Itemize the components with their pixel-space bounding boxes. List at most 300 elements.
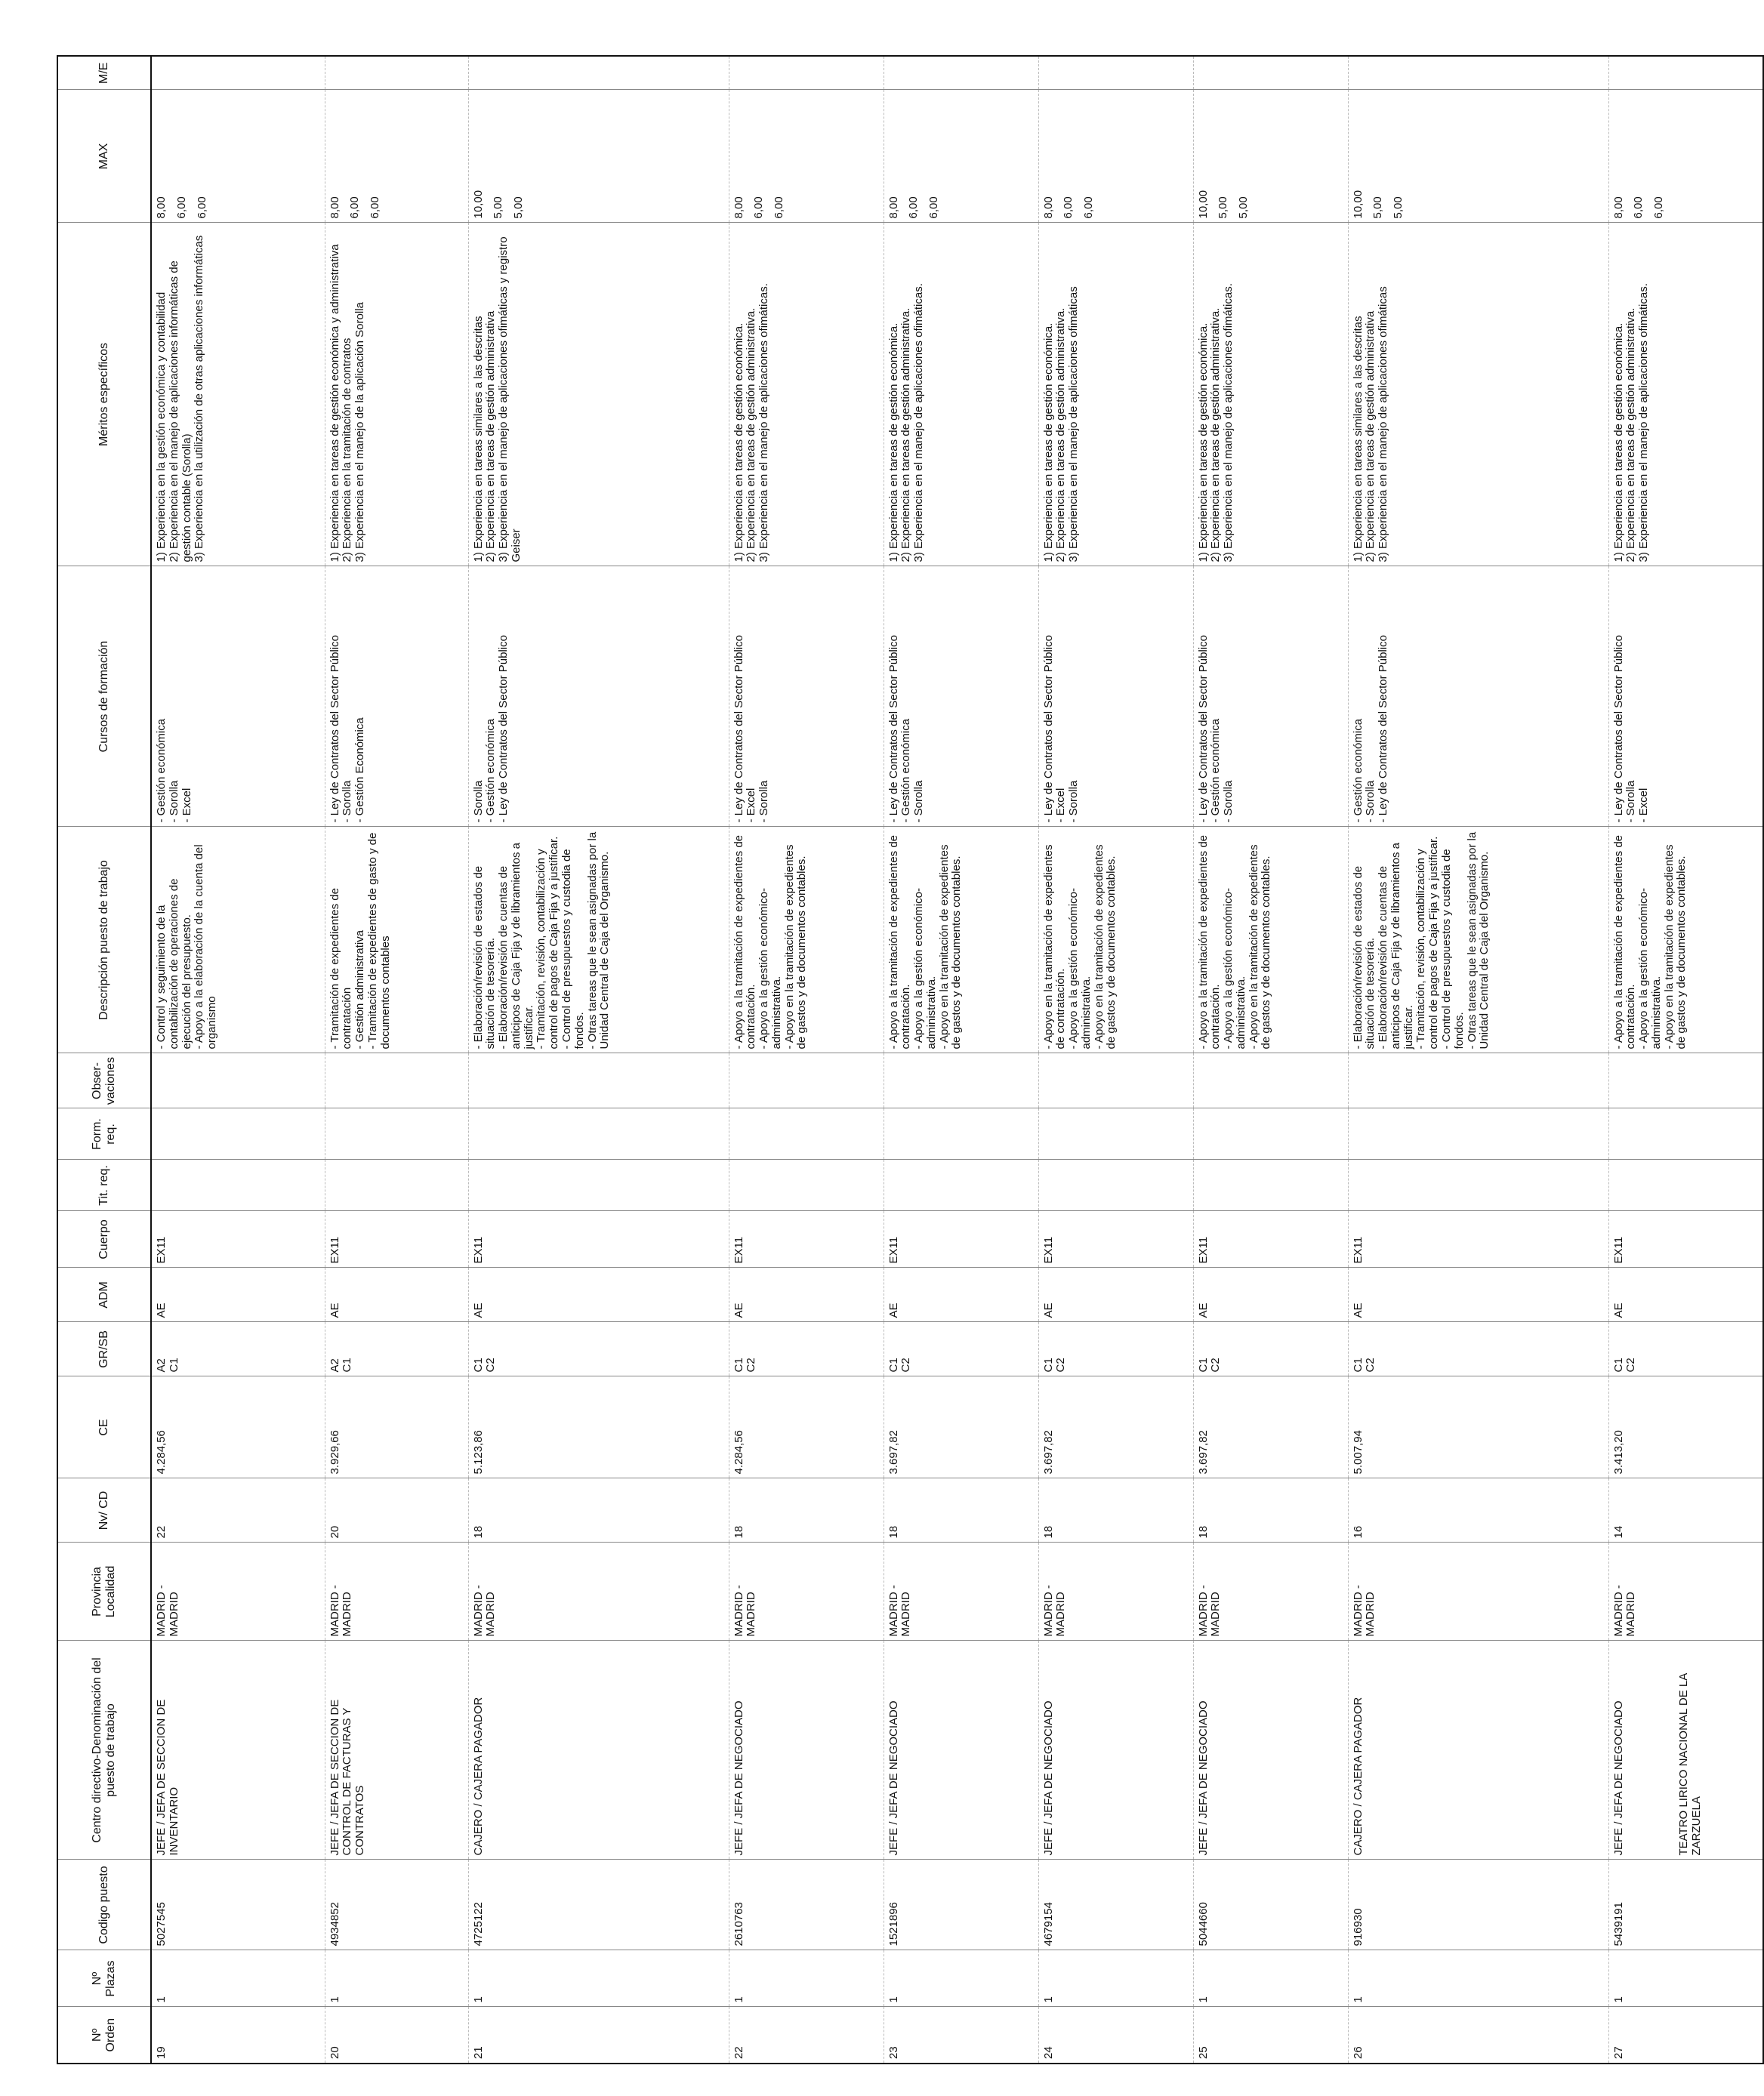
cell-cursos (1608, 566, 1763, 827)
cell-me (151, 56, 325, 90)
header-cuerpo: Cuerpo (57, 1211, 151, 1268)
cell-meritos-line: 2) Experiencia en tareas de gestión administrativa. (1209, 307, 1223, 563)
cell-descripcion-line: - Elaboración/revisión de estados de situación de tesorería. (1351, 865, 1377, 1050)
cell-codigo: 5439191 (1608, 1860, 1763, 1950)
cell-meritos-line: 3) Experiencia en el manejo de aplicaciones ofimáticas. (757, 283, 771, 563)
cell-grupo-line: C2 (745, 1358, 758, 1373)
cell-descripcion-line: - Elaboración/revisión de estados de situación de tesorería. (471, 865, 498, 1050)
cell-meritos-line: 1) Experiencia en tareas de gestión económica. (732, 322, 745, 563)
cell-descripcion (1038, 827, 1193, 1053)
cell-descripcion (884, 827, 1038, 1053)
cell-orden: 25 (1193, 2007, 1348, 2064)
cell-nivel: 18 (1038, 1478, 1193, 1543)
cell-provincia: MADRID - MADRID (1038, 1543, 1193, 1641)
cell-descripcion-line: - Apoyo a la gestión económico-administrativa. (1637, 888, 1663, 1050)
cell-titulacion (1193, 1160, 1348, 1211)
cell-titulacion (151, 1160, 325, 1211)
cell-nivel: 18 (468, 1478, 729, 1543)
cell-titulacion (729, 1160, 884, 1211)
cell-descripcion (468, 827, 729, 1053)
cell-adm: AE (729, 1268, 884, 1322)
cell-codigo: 2610763 (729, 1860, 884, 1950)
cell-cursos-line: - Ley de Contratos del Sector Público (1611, 635, 1625, 823)
cell-meritos-line: 3) Experiencia en el manejo de aplicaciones ofimáticas. (1637, 283, 1651, 563)
cell-cursos-line: - Sorolla (1067, 780, 1081, 823)
table-row (468, 56, 729, 2064)
cell-orden: 27 (1608, 2007, 1763, 2064)
cell-titulacion (1038, 1160, 1193, 1211)
header-adm: ADM (57, 1268, 151, 1322)
cell-cursos (151, 566, 325, 827)
cell-orden: 24 (1038, 2007, 1193, 2064)
cell-plazas: 1 (729, 1950, 884, 2007)
table-row (1193, 56, 1348, 2064)
cell-adm: AE (1193, 1268, 1348, 1322)
table-row (884, 56, 1038, 2064)
cell-plazas: 1 (468, 1950, 729, 2007)
cell-descripcion (729, 827, 884, 1053)
denominacion-text: JEFE / JEFA DE NEGOCIADO (887, 1700, 900, 1856)
denominacion-text: JEFE / JEFA DE NEGOCIADO (1196, 1700, 1210, 1856)
cell-meritos-line: 3) Experiencia en el manejo de la aplicación Sorolla (353, 302, 367, 563)
cell-denominacion (1608, 1641, 1763, 1860)
table-row (729, 56, 884, 2064)
cell-cursos-line: - Excel (180, 788, 193, 823)
cell-descripcion-line: - Apoyo en la tramitación de expedientes de gastos y de documentos contables. (1092, 844, 1118, 1050)
cell-observaciones (884, 1053, 1038, 1108)
cell-orden: 23 (884, 2007, 1038, 2064)
cell-meritos-line: 1) Experiencia en tareas similares a las descritas (1351, 316, 1365, 563)
cell-max (1038, 90, 1193, 223)
cell-meritos (1348, 223, 1608, 566)
cell-max-line: 10,00 (1196, 190, 1210, 219)
cell-max-line: 6,00 (752, 196, 766, 219)
cell-max-line: 10,00 (471, 190, 485, 219)
cell-grupo-line: C2 (1624, 1358, 1638, 1373)
table-row (1038, 56, 1193, 2064)
cell-meritos-line: 1) Experiencia en tareas de gestión económica. (1041, 322, 1055, 563)
cell-grupo (1193, 1322, 1348, 1376)
cell-descripcion-line: - Apoyo en la tramitación de expedientes de contratación. (1041, 844, 1068, 1050)
cell-cursos-line: - Sorolla (1222, 780, 1235, 823)
cell-meritos-line: 2) Experiencia en tareas de gestión administrativa. (1624, 307, 1638, 563)
cell-grupo-line: C2 (484, 1358, 498, 1373)
cell-nivel: 18 (729, 1478, 884, 1543)
header-row (57, 56, 151, 2064)
cell-me (1038, 56, 1193, 90)
cell-plazas: 1 (1038, 1950, 1193, 2007)
table-row (1348, 56, 1608, 2064)
header-centro: Centro directivo-Denominación del puesto de trabajo (57, 1641, 151, 1860)
cell-descripcion-line: - Elaboración/revisión de cuentas de anticipos de Caja Fija y de libramientos a justificar. (497, 843, 535, 1050)
cell-me (884, 56, 1038, 90)
cell-cursos (325, 566, 468, 827)
cell-cursos-line: - Ley de Contratos del Sector Público (732, 635, 745, 823)
cell-max-line: 8,00 (155, 196, 168, 219)
cell-grupo (1608, 1322, 1763, 1376)
cell-denominacion (1038, 1641, 1193, 1860)
cell-adm: AE (151, 1268, 325, 1322)
cell-descripcion-line: - Elaboración/revisión de cuentas de anticipos de Caja Fija y de libramientos a justificar. (1377, 843, 1415, 1050)
cell-nivel: 18 (1193, 1478, 1348, 1543)
cell-meritos-line: 3) Experiencia en el manejo de aplicaciones ofimáticas y registro Geiser (497, 236, 523, 563)
cell-descripcion-line: - Apoyo en la tramitación de expedientes de gastos y de documentos contables. (937, 844, 964, 1050)
header-ce: CE (57, 1376, 151, 1478)
cell-cursos-line: - Ley de Contratos del Sector Público (887, 635, 900, 823)
cell-max-line: 8,00 (887, 196, 900, 219)
cell-cursos-line: - Ley de Contratos del Sector Público (1041, 635, 1055, 823)
cell-cursos-line: - Ley de Contratos del Sector Público (1377, 635, 1390, 823)
cell-provincia: MADRID - MADRID (884, 1543, 1038, 1641)
cell-cursos-line: - Gestión económica (484, 718, 498, 823)
cell-descripcion (1608, 827, 1763, 1053)
cell-formacion (1038, 1108, 1193, 1160)
cell-cursos-line: - Gestión económica (1209, 718, 1223, 823)
header-cursos: Cursos de formación (57, 566, 151, 827)
cell-grupo-line: C1 (167, 1358, 180, 1373)
cell-orden: 20 (325, 2007, 468, 2064)
cell-orden: 26 (1348, 2007, 1608, 2064)
cell-max-line: 8,00 (328, 196, 341, 219)
cell-max-line: 6,00 (348, 196, 362, 219)
header-observaciones: Obser-vaciones (57, 1053, 151, 1108)
cell-formacion (1348, 1108, 1608, 1160)
cell-denominacion (151, 1641, 325, 1860)
cell-denominacion (729, 1641, 884, 1860)
cell-titulacion (325, 1160, 468, 1211)
cell-grupo (729, 1322, 884, 1376)
cell-cursos-line: - Sorolla (167, 780, 180, 823)
cell-formacion (1193, 1108, 1348, 1160)
denominacion-text: CAJERO / CAJERA PAGADOR (1351, 1697, 1365, 1856)
cell-descripcion-line: - Otras tareas que le sean asignadas por la Unidad Central de Caja del Organismo. (585, 831, 612, 1050)
cell-ce: 5.007,94 (1348, 1376, 1608, 1478)
cell-adm: AE (468, 1268, 729, 1322)
cell-descripcion-line: - Apoyo a la tramitación de expedientes de contratación. (1196, 834, 1223, 1050)
cell-adm: AE (1348, 1268, 1608, 1322)
header-orden: Nº Orden (57, 2007, 151, 2064)
cell-descripcion (325, 827, 468, 1053)
cell-max-line: 8,00 (1611, 196, 1625, 219)
cell-cursos (1038, 566, 1193, 827)
cell-me (1193, 56, 1348, 90)
denominacion-text: JEFE / JEFA DE SECCION DE CONTROL DE FACTURAS Y CONTRATOS (328, 1699, 367, 1856)
cell-grupo-line: C1 (732, 1358, 745, 1373)
cell-ce: 4.284,56 (729, 1376, 884, 1478)
cell-max-line: 5,00 (1217, 196, 1230, 219)
cell-formacion (325, 1108, 468, 1160)
cell-nivel: 22 (151, 1478, 325, 1543)
cell-nivel: 14 (1608, 1478, 1763, 1543)
cell-observaciones (1038, 1053, 1193, 1108)
cell-meritos-line: 1) Experiencia en tareas similares a las descritas (471, 316, 485, 563)
cell-cursos-line: - Ley de Contratos del Sector Público (497, 635, 510, 823)
cell-me (468, 56, 729, 90)
cell-grupo-line: C1 (1196, 1358, 1210, 1373)
cell-grupo-line: C1 (1041, 1358, 1055, 1373)
cell-codigo: 1521896 (884, 1860, 1038, 1950)
cell-cursos-line: - Sorolla (912, 780, 926, 823)
cell-plazas: 1 (151, 1950, 325, 2007)
cell-descripcion (151, 827, 325, 1053)
cell-orden: 22 (729, 2007, 884, 2064)
cell-meritos-line: 3) Experiencia en el manejo de aplicaciones ofimáticas. (912, 283, 926, 563)
cell-provincia: MADRID - MADRID (1193, 1543, 1348, 1641)
cell-denominacion (468, 1641, 729, 1860)
cell-meritos-line: 2) Experiencia en el manejo de aplicaciones informáticas de gestión contable (Sorolla) (167, 260, 193, 563)
cell-meritos (1038, 223, 1193, 566)
cell-max-line: 6,00 (369, 196, 382, 219)
table-body (151, 56, 1763, 2064)
cell-grupo-line: C1 (471, 1358, 485, 1373)
cell-meritos-line: 2) Experiencia en la tramitación de contratos (341, 338, 354, 563)
cell-provincia: MADRID - MADRID (1608, 1543, 1763, 1641)
cell-denominacion (884, 1641, 1038, 1860)
cell-grupo-line: C2 (1209, 1358, 1223, 1373)
cell-observaciones (1608, 1053, 1763, 1108)
denominacion-text: JEFE / JEFA DE NEGOCIADO (732, 1700, 745, 1856)
cell-meritos-line: 1) Experiencia en tareas de gestión económica. (887, 322, 900, 563)
cell-grupo-line: C2 (1054, 1358, 1068, 1373)
cell-adm: AE (1038, 1268, 1193, 1322)
cell-descripcion-line: - Apoyo en la tramitación de expedientes de gastos y de documentos contables. (1247, 844, 1273, 1050)
cell-cuerpo: EX11 (884, 1211, 1038, 1268)
cell-ce: 3.697,82 (1038, 1376, 1193, 1478)
cell-ce: 3.697,82 (1193, 1376, 1348, 1478)
cell-max (1608, 90, 1763, 223)
cell-me (729, 56, 884, 90)
cell-cursos (468, 566, 729, 827)
cell-provincia: MADRID - MADRID (1348, 1543, 1608, 1641)
cell-plazas: 1 (1348, 1950, 1608, 2007)
cell-cuerpo: EX11 (325, 1211, 468, 1268)
cell-descripcion-line: - Tramitación de expedientes de contratación (328, 888, 354, 1050)
header-titulacion: Tit. req. (57, 1160, 151, 1211)
cell-meritos-line: 3) Experiencia en el manejo de aplicaciones ofimáticas. (1222, 283, 1235, 563)
cell-meritos-line: 2) Experiencia en tareas de gestión administrativa. (899, 307, 913, 563)
cell-orden: 21 (468, 2007, 729, 2064)
cell-grupo-line: C1 (1611, 1358, 1625, 1373)
cell-descripcion-line: - Gestión administrativa (353, 929, 367, 1050)
cell-meritos (325, 223, 468, 566)
header-provincia: Provincia Localidad (57, 1543, 151, 1641)
cell-cursos-line: - Gestión Económica (353, 717, 367, 823)
denominacion-text: JEFE / JEFA DE SECCION DE INVENTARIO (155, 1699, 180, 1856)
centro-directivo-heading: TEATRO LIRICO NACIONAL DE LA ZARZUELA (1677, 1673, 1704, 1856)
cell-observaciones (729, 1053, 884, 1108)
cell-meritos (729, 223, 884, 566)
cell-meritos-line: 1) Experiencia en la gestión económica y contabilidad (155, 291, 168, 563)
cell-observaciones (151, 1053, 325, 1108)
cell-meritos-line: 1) Experiencia en tareas de gestión económica y administrativa (328, 244, 341, 563)
cell-cursos-line: - Sorolla (1364, 780, 1377, 823)
cell-max-line: 6,00 (927, 196, 941, 219)
cell-cursos-line: - Excel (1637, 788, 1651, 823)
cell-cuerpo: EX11 (151, 1211, 325, 1268)
header-me: M/E (57, 56, 151, 90)
denominacion-text: JEFE / JEFA DE NEGOCIADO (1041, 1700, 1055, 1856)
cell-meritos-line: 2) Experiencia en tareas de gestión administrativa. (745, 307, 758, 563)
cell-orden: 19 (151, 2007, 325, 2064)
cell-grupo-line: A2 (155, 1358, 168, 1373)
cell-grupo (884, 1322, 1038, 1376)
cell-codigo: 916930 (1348, 1860, 1608, 1950)
cell-max-line: 5,00 (1392, 196, 1405, 219)
cell-max-line: 5,00 (512, 196, 526, 219)
cell-max-line: 6,00 (1632, 196, 1645, 219)
cell-grupo (151, 1322, 325, 1376)
cell-cursos (1193, 566, 1348, 827)
cell-provincia: MADRID - MADRID (325, 1543, 468, 1641)
cell-plazas: 1 (1193, 1950, 1348, 2007)
cell-formacion (468, 1108, 729, 1160)
cell-meritos-line: 3) Experiencia en la utilización de otras aplicaciones informáticas (193, 235, 206, 563)
cell-max (1193, 90, 1348, 223)
cell-grupo (1038, 1322, 1193, 1376)
cell-formacion (1608, 1108, 1763, 1160)
cell-max (1348, 90, 1608, 223)
cell-cuerpo: EX11 (1193, 1211, 1348, 1268)
cell-codigo: 5044660 (1193, 1860, 1348, 1950)
cell-adm: AE (1608, 1268, 1763, 1322)
header-codigo: Codigo puesto (57, 1860, 151, 1950)
cell-cursos-line: - Gestión económica (155, 718, 168, 823)
cell-meritos-line: 1) Experiencia en tareas de gestión económica. (1611, 322, 1625, 563)
cell-max-line: 8,00 (1041, 196, 1055, 219)
cell-observaciones (468, 1053, 729, 1108)
cell-cuerpo: EX11 (1608, 1211, 1763, 1268)
cell-grupo-line: A2 (328, 1358, 341, 1373)
cell-titulacion (1348, 1160, 1608, 1211)
cell-descripcion-line: - Tramitación, revisión, contabilización y control de pagos de Caja Fija y a justificar. (1414, 836, 1441, 1050)
cell-plazas: 1 (1608, 1950, 1763, 2007)
cell-cursos (884, 566, 1038, 827)
cell-grupo-line: C1 (341, 1358, 354, 1373)
cell-codigo: 4725122 (468, 1860, 729, 1950)
header-grupo: GR/SB (57, 1322, 151, 1376)
cell-denominacion (325, 1641, 468, 1860)
cell-meritos (1608, 223, 1763, 566)
cell-cursos-line: - Ley de Contratos del Sector Público (328, 635, 341, 823)
cell-meritos (151, 223, 325, 566)
cell-cursos-line: - Sorolla (341, 780, 354, 823)
cell-codigo: 5027545 (151, 1860, 325, 1950)
cell-max-line: 5,00 (1237, 196, 1251, 219)
cell-max-line: 6,00 (1062, 196, 1075, 219)
cell-observaciones (1193, 1053, 1348, 1108)
cell-cursos-line: - Gestión económica (899, 718, 913, 823)
cell-descripcion-line: - Apoyo a la tramitación de expedientes de contratación. (1611, 834, 1638, 1050)
cell-max (729, 90, 884, 223)
cell-cuerpo: EX11 (1348, 1211, 1608, 1268)
cell-descripcion-line: - Control y seguimiento de la contabilización de operaciones de ejecución del presupuesto. (155, 878, 193, 1050)
job-positions-table (57, 55, 1764, 2064)
cell-max-line: 6,00 (773, 196, 786, 219)
cell-titulacion (1608, 1160, 1763, 1211)
cell-max (151, 90, 325, 223)
header-meritos: Méritos específicos (57, 223, 151, 566)
cell-adm: AE (884, 1268, 1038, 1322)
denominacion-text: CAJERO / CAJERA PAGADOR (471, 1697, 485, 1856)
cell-descripcion-line: - Tramitación, revisión, contabilización y control de pagos de Caja Fija y a justificar. (535, 836, 561, 1050)
cell-meritos-line: 3) Experiencia en el manejo de aplicaciones ofimáticas (1377, 286, 1390, 563)
cell-cursos-line: - Sorolla (757, 780, 771, 823)
cell-ce: 3.929,66 (325, 1376, 468, 1478)
table-row (1608, 56, 1763, 2064)
cell-plazas: 1 (884, 1950, 1038, 2007)
cell-descripcion-line: - Apoyo a la tramitación de expedientes de contratación. (887, 834, 913, 1050)
cell-observaciones (1348, 1053, 1608, 1108)
cell-nivel: 20 (325, 1478, 468, 1543)
cell-meritos-line: 2) Experiencia en tareas de gestión administrativa (484, 310, 498, 563)
header-descripcion: Descripción puesto de trabajo (57, 827, 151, 1053)
cell-meritos (468, 223, 729, 566)
cell-cursos-line: - Excel (745, 788, 758, 823)
cell-denominacion (1348, 1641, 1608, 1860)
cell-meritos-line: 2) Experiencia en tareas de gestión administrativa. (1054, 307, 1068, 563)
cell-max-line: 10,00 (1351, 190, 1365, 219)
cell-adm: AE (325, 1268, 468, 1322)
header-nivel: Nv/ CD (57, 1478, 151, 1543)
cell-grupo-line: C1 (1351, 1358, 1365, 1373)
cell-max-line: 8,00 (732, 196, 745, 219)
cell-plazas: 1 (325, 1950, 468, 2007)
cell-max-line: 5,00 (492, 196, 505, 219)
cell-me (325, 56, 468, 90)
cell-grupo-line: C1 (887, 1358, 900, 1373)
cell-nivel: 16 (1348, 1478, 1608, 1543)
cell-grupo (325, 1322, 468, 1376)
cell-cuerpo: EX11 (1038, 1211, 1193, 1268)
cell-cursos (729, 566, 884, 827)
cell-provincia: MADRID - MADRID (729, 1543, 884, 1641)
cell-me (1608, 56, 1763, 90)
cell-grupo (1348, 1322, 1608, 1376)
cell-descripcion-line: - Apoyo a la gestión económico-administrativa. (912, 888, 938, 1050)
cell-provincia: MADRID - MADRID (468, 1543, 729, 1641)
cell-cursos-line: - Sorolla (471, 780, 485, 823)
cell-cursos-line: - Gestión económica (1351, 718, 1365, 823)
cell-formacion (151, 1108, 325, 1160)
cell-nivel: 18 (884, 1478, 1038, 1543)
cell-meritos-line: 2) Experiencia en tareas de gestión administrativa (1364, 310, 1377, 563)
cell-descripcion-line: - Tramitación de expedientes de gasto y de documentos contables (365, 832, 392, 1050)
cell-meritos-line: 1) Experiencia en tareas de gestión económica. (1196, 322, 1210, 563)
cell-cursos-line: - Ley de Contratos del Sector Público (1196, 635, 1210, 823)
cell-max-line: 6,00 (1652, 196, 1666, 219)
cell-meritos (1193, 223, 1348, 566)
cell-cursos-line: - Excel (1054, 788, 1068, 823)
cell-descripcion-line: - Apoyo a la gestión económico-administrativa. (757, 888, 783, 1050)
cell-cursos-line: - Sorolla (1624, 780, 1638, 823)
cell-cuerpo: EX11 (729, 1211, 884, 1268)
cell-max-line: 6,00 (907, 196, 921, 219)
cell-codigo: 4934852 (325, 1860, 468, 1950)
cell-max-line: 5,00 (1371, 196, 1385, 219)
cell-descripcion-line: - Apoyo a la gestión económico-administrativa. (1222, 888, 1247, 1050)
cell-descripcion-line: - Apoyo en la tramitación de expedientes de gastos y de documentos contables. (1662, 844, 1688, 1050)
cell-max-line: 6,00 (174, 196, 188, 219)
table-row (325, 56, 468, 2064)
cell-ce: 3.413,20 (1608, 1376, 1763, 1478)
cell-grupo (468, 1322, 729, 1376)
cell-codigo: 4679154 (1038, 1860, 1193, 1950)
header-formacion: Form. req. (57, 1108, 151, 1160)
cell-descripcion-line: - Apoyo a la gestión económico-administrativa. (1067, 888, 1093, 1050)
cell-ce: 3.697,82 (884, 1376, 1038, 1478)
cell-denominacion (1193, 1641, 1348, 1860)
cell-descripcion-line: - Apoyo a la tramitación de expedientes de contratación. (732, 834, 758, 1050)
